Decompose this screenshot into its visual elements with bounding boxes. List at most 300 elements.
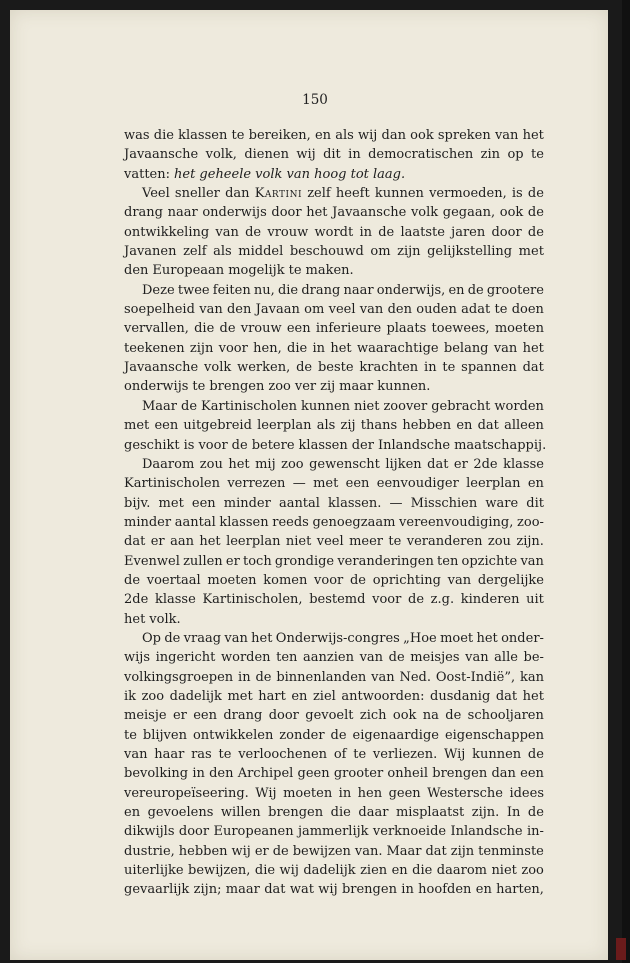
word: „Hoe [403, 630, 437, 646]
text-line [124, 552, 544, 571]
word: dustrie, [124, 843, 175, 859]
word: in [348, 147, 361, 163]
word: de [272, 843, 289, 859]
word: Javaansche [124, 360, 199, 376]
word: in [359, 224, 372, 240]
word: klassen [298, 437, 348, 453]
word: van [124, 747, 148, 762]
word: in [312, 340, 326, 356]
word: Maar [142, 398, 178, 414]
word: een [286, 321, 311, 337]
word: als [335, 128, 354, 143]
word: dadelijk [303, 863, 356, 879]
text-line [124, 358, 544, 377]
word: belang [443, 340, 489, 356]
word: er [225, 553, 240, 569]
word: misplaatst [395, 805, 465, 821]
word: zoo [141, 688, 165, 704]
word: maar [225, 882, 260, 898]
word: geschikt [124, 437, 180, 453]
word: schooljaren [467, 708, 544, 724]
word: en [456, 418, 473, 434]
text-line [124, 571, 544, 590]
word: maatschappij. [454, 437, 547, 453]
word: zoo- [517, 514, 544, 530]
word: nu, [253, 282, 275, 298]
word: vervallen, [124, 321, 189, 337]
text-line [124, 706, 544, 725]
word: gevoelens [147, 805, 214, 821]
word: de [527, 186, 544, 202]
word: dikwijls [124, 824, 175, 840]
word: alleen [504, 418, 544, 434]
word: dat [477, 418, 499, 434]
word: van [447, 572, 472, 588]
word: zijn. [471, 805, 500, 821]
word: verliezen. [372, 747, 438, 762]
word: volkingsgroepen [124, 669, 234, 685]
word: dan [381, 128, 406, 143]
text-line [124, 513, 544, 532]
word: grooter [333, 766, 384, 782]
word: de [527, 224, 544, 240]
word: verloochenen [238, 747, 328, 762]
word: teekenen [124, 340, 185, 356]
text-line [124, 397, 544, 416]
word: vrouw [240, 321, 282, 337]
word: zou [487, 534, 511, 550]
word: is [183, 437, 195, 453]
word: beste [317, 360, 354, 376]
word: de [349, 572, 366, 588]
word: vrouw [267, 224, 309, 240]
text-line [124, 648, 544, 667]
word: verknoeide [372, 824, 447, 840]
word: is [511, 186, 523, 202]
word: kunnen [300, 398, 351, 414]
word: zich [359, 708, 387, 724]
word: kunnen. [377, 379, 431, 395]
text-line [124, 532, 544, 551]
text-line [124, 590, 544, 609]
word: klassen [178, 128, 228, 143]
word: te [288, 263, 302, 279]
word: met [158, 495, 184, 511]
word: grondige [274, 553, 335, 569]
word: de [255, 669, 272, 685]
word: met [518, 244, 544, 260]
word: door [271, 205, 302, 221]
word: Europeaan [152, 263, 225, 279]
word: en [475, 882, 492, 898]
word: onder- [501, 630, 544, 646]
word: wij [358, 128, 378, 143]
word: aantal [278, 495, 320, 511]
text-line [124, 668, 544, 687]
word: hart [258, 688, 286, 704]
word: voor [198, 437, 228, 453]
word: Archipel [237, 766, 294, 782]
word: dergelijke [477, 572, 544, 588]
word: en [448, 282, 465, 298]
word: van [520, 553, 544, 569]
word: uitgebreid [183, 418, 252, 434]
word: te [531, 147, 544, 163]
word: niet [354, 398, 380, 414]
word: harten, [496, 882, 544, 898]
text-line [124, 861, 544, 880]
word: het [306, 205, 328, 221]
word: door [268, 708, 299, 724]
word: drang [124, 205, 163, 221]
word: Misschien [410, 495, 478, 511]
word: te [442, 360, 456, 376]
word: jammerlijk [297, 824, 369, 840]
word: wij [318, 882, 338, 898]
word: voertaal [146, 572, 201, 588]
word: dadelijk [169, 688, 222, 704]
word: geen [297, 766, 330, 782]
word: die [330, 805, 351, 821]
word: gevaarlijk [124, 882, 190, 898]
word: laatste [400, 224, 445, 240]
word: Inlandsche [450, 824, 523, 840]
word: de [467, 282, 484, 298]
word: zijn [450, 843, 475, 859]
word: Maar [386, 843, 422, 859]
word: ware [485, 495, 519, 511]
word: door [491, 224, 522, 240]
page-edge [622, 0, 630, 963]
body-text [124, 126, 547, 900]
word: Evenwel [124, 553, 180, 569]
word: een [520, 766, 544, 782]
word: toch [242, 553, 272, 569]
word: in [192, 766, 205, 782]
word: haar [154, 747, 185, 762]
word: zoover [383, 398, 428, 414]
word: 2de [124, 592, 149, 608]
word: van [359, 650, 384, 666]
word: het [124, 611, 146, 627]
word: naar [167, 205, 198, 221]
word: met [313, 476, 339, 492]
word: bewijzen [292, 843, 351, 859]
word: doen [511, 302, 544, 318]
word: eigenaardige [352, 727, 439, 743]
word: veranderen [406, 534, 483, 550]
word: vatten: [124, 166, 170, 182]
word: meer [349, 534, 383, 550]
word: den [209, 766, 234, 782]
text-line [124, 242, 544, 261]
word: soepelheid [124, 302, 195, 318]
word: in [401, 882, 414, 898]
text-line [124, 726, 544, 745]
word: vereuropeïseering. [124, 785, 249, 801]
word: Onderwijs-congres [275, 630, 400, 646]
word: wij [279, 863, 299, 879]
word: ook [392, 708, 417, 724]
word: dat [427, 456, 449, 472]
word: van [199, 302, 223, 318]
word: dusdanig [430, 688, 491, 704]
word: plaats [386, 321, 427, 337]
word: spreken [437, 128, 491, 143]
word: de [164, 630, 181, 646]
word: de [527, 747, 544, 762]
word: brengen [209, 379, 265, 395]
word: eigenschappen [444, 727, 544, 743]
word: die [254, 863, 276, 879]
word: ingericht [155, 650, 216, 666]
word: leerplan [257, 418, 312, 434]
word: de [231, 437, 248, 453]
word: zin [480, 147, 501, 163]
word: het [476, 630, 498, 646]
word: de [296, 360, 313, 376]
text-line [124, 629, 544, 648]
text-line [124, 377, 544, 396]
word: Europeanen [213, 824, 294, 840]
word: kunnen [374, 186, 424, 202]
word: Javaansche [124, 147, 199, 163]
word: aanzien [303, 650, 354, 666]
word: minder [223, 495, 271, 511]
word: Kartinischolen [201, 398, 297, 414]
word: zelf [307, 186, 331, 202]
word: volk [410, 205, 439, 221]
word: van [493, 340, 518, 356]
text-line [124, 474, 544, 493]
word: thans [360, 418, 398, 434]
word: van [224, 630, 248, 646]
word: zij [340, 418, 356, 434]
word: idees [509, 785, 544, 801]
word: feiten [212, 282, 251, 298]
text-line [124, 610, 544, 629]
text-line [124, 184, 544, 203]
text-line [124, 126, 544, 145]
word: zij [320, 379, 336, 395]
word: van [215, 224, 239, 240]
word: door [178, 824, 210, 840]
word: onderwijs [202, 205, 267, 221]
word: die [412, 863, 433, 879]
word: zijn [189, 340, 214, 356]
text-line [124, 436, 547, 455]
text-line [124, 803, 544, 822]
word: hoofden [418, 882, 472, 898]
word: Westersche [427, 785, 503, 801]
word: In [506, 805, 521, 821]
text-line [124, 223, 544, 242]
word: kan [519, 669, 544, 685]
text-line [124, 764, 544, 783]
word: de [181, 398, 198, 414]
word: middel [238, 244, 284, 260]
word: Wij [443, 747, 466, 762]
word: Wij [255, 785, 277, 801]
word: genoegzaam [312, 514, 396, 530]
word: van [465, 650, 489, 666]
word: in [238, 669, 251, 685]
word: bevolking [124, 766, 189, 782]
word: of [333, 747, 347, 762]
text-line [124, 822, 544, 841]
word: die [287, 340, 308, 356]
word: ontwikkeling [124, 224, 210, 240]
word: mij [255, 456, 276, 472]
word: meisje [124, 708, 167, 724]
word: zien [360, 863, 388, 879]
word: ik [124, 688, 137, 704]
word: beschouwd [289, 244, 364, 260]
text-line [124, 687, 544, 706]
word: kunnen [472, 747, 522, 762]
word: ziel [312, 688, 336, 704]
text-line [124, 203, 544, 222]
word: dan [225, 186, 250, 202]
word: Inlandsche [377, 437, 451, 453]
text-line [124, 145, 544, 164]
word: de [408, 592, 425, 608]
word: wijs [124, 650, 150, 666]
word: jaren [451, 224, 486, 240]
text-line [124, 784, 544, 803]
word: dat [495, 688, 518, 704]
word: drang [223, 708, 263, 724]
word: veel [316, 534, 344, 550]
word: hen [357, 785, 383, 801]
word: en [527, 476, 544, 492]
word: bewijzen, [188, 863, 251, 879]
word: en [291, 688, 308, 704]
word: 2de [473, 456, 498, 472]
word: te [231, 128, 245, 143]
word: zoo [268, 379, 291, 395]
word: die [194, 321, 215, 337]
word: vraag [183, 630, 222, 646]
word: sneller [174, 186, 220, 202]
word: het [330, 340, 352, 356]
word: bereiken, [248, 128, 311, 143]
word: hebben [402, 418, 452, 434]
word: naar [343, 282, 374, 298]
word: ook [499, 205, 524, 221]
word: — [292, 476, 306, 492]
word: moeten [494, 321, 544, 337]
word: kinderen [460, 592, 520, 608]
word: vermoeden, [429, 186, 507, 202]
word: onderwijs [124, 379, 189, 395]
word: zijn [397, 244, 421, 260]
word: minder [124, 514, 172, 530]
word: te [388, 534, 402, 550]
word: volk [204, 360, 232, 376]
word: ontwikkelen [192, 727, 274, 743]
word: een [154, 418, 179, 434]
word: de [124, 572, 141, 588]
word: te [353, 747, 367, 762]
word: ras [191, 747, 212, 762]
word: klassen. [328, 495, 382, 511]
word: adat [461, 302, 491, 318]
word: veel [328, 302, 356, 318]
word: van [359, 302, 384, 318]
word: die [277, 282, 299, 298]
word: krachten [359, 360, 419, 376]
word: voor [372, 592, 402, 608]
word: zelf [183, 244, 207, 260]
word: wordt [314, 224, 354, 240]
text-line [124, 455, 544, 474]
word: niet [285, 534, 312, 550]
word: te [192, 379, 206, 395]
word: in [338, 785, 352, 801]
word: daar [358, 805, 389, 821]
word: als [213, 244, 232, 260]
word: te [218, 747, 232, 762]
word: Ned. [399, 669, 431, 685]
word: vereenvoudiging, [399, 514, 514, 530]
word: een [345, 476, 370, 492]
word: het geheele volk van hoog tot laag. [174, 166, 406, 182]
word: dienen [244, 147, 289, 163]
word: den [124, 263, 149, 279]
word: gegaan, [442, 205, 496, 221]
word: wij [231, 843, 251, 859]
word: om [370, 244, 391, 260]
word: worden [494, 398, 544, 414]
word: den [226, 302, 252, 318]
word: de [219, 321, 236, 337]
word: Kartinischolen, [202, 592, 303, 608]
word: met [227, 688, 253, 704]
word: volk. [149, 611, 181, 627]
word: antwoorden: [341, 688, 425, 704]
word: in [424, 360, 437, 376]
word: het [199, 534, 221, 550]
word: dit [526, 495, 544, 511]
word: onderwijs, [376, 282, 446, 298]
word: van [371, 669, 395, 685]
word: aantal [174, 514, 216, 530]
word: moeten [207, 572, 257, 588]
word: er [150, 534, 165, 550]
word: zonder [279, 727, 325, 743]
word: er [254, 843, 269, 859]
word: democratischen [368, 147, 474, 163]
word: be- [523, 650, 544, 666]
word: geen [388, 785, 421, 801]
text-line [124, 261, 544, 280]
text-line [124, 842, 544, 861]
word: wat [289, 882, 314, 898]
word: het [228, 456, 250, 472]
word: ouden [416, 302, 457, 318]
word: dat [124, 534, 146, 550]
word: was [124, 128, 150, 143]
word: in- [527, 824, 544, 840]
word: zullen [183, 553, 223, 569]
word: hebben [178, 843, 228, 859]
word: maar [339, 379, 374, 395]
word: wij [296, 147, 316, 163]
word: een [193, 708, 217, 724]
word: alle [494, 650, 518, 666]
word: volk, [205, 147, 237, 163]
